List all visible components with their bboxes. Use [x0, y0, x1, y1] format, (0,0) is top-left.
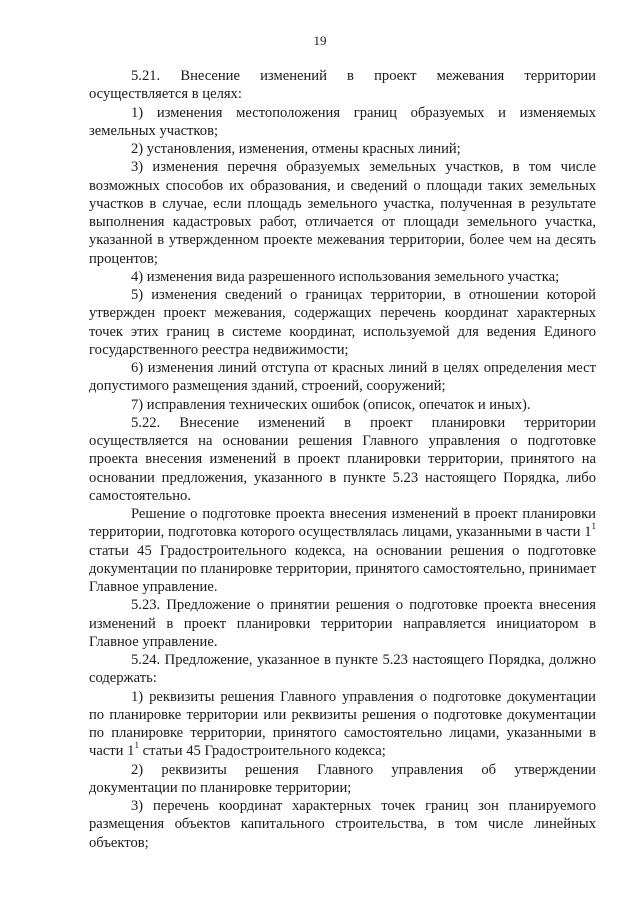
paragraph-5-21-item-4: 4) изменения вида разрешенного использования земельного участка; — [131, 268, 560, 285]
paragraph-5-21: 5.21. Внесение изменений в проект межевания территории осуществляется в целях: — [89, 68, 596, 103]
page-number: 19 — [313, 33, 327, 48]
paragraph-5-21-item-3: 3) изменения перечня образуемых земельных участков, в том числе возможных способов их образования, и сведений о площади таких земельных участков в случае, если площадь земельного участка, полученная в результате выполнения кадастровых работ, отличается от площади земельного участка, указанной в утвержденном проекте межевания территории, более чем на десять процентов; — [89, 159, 596, 267]
paragraph-5-24: 5.24. Предложение, указанное в пункте 5.23 настоящего Порядка, должно содержать: — [89, 652, 596, 687]
paragraph-5-24-item-3: 3) перечень координат характерных точек границ зон планируемого размещения объектов капитального строительства, в том числе линейных объектов; — [89, 798, 596, 851]
item1-text-end: статьи 45 Градостроительного кодекса; — [138, 743, 386, 760]
decision-text-start: Решение о подготовке проекта внесения изменений в проект планировки территории, подготовка которого осуществлялась лицами, указанными в части 1 — [89, 506, 596, 541]
paragraph-5-23: 5.23. Предложение о принятии решения о подготовке проекта внесения изменений в проект планировки территории направляется инициатором в Главное управление. — [89, 597, 596, 650]
paragraph-5-21-item-1: 1) изменения местоположения границ образуемых и изменяемых земельных участков; — [89, 104, 596, 139]
paragraph-5-21-item-6: 6) изменения линий отступа от красных линий в целях определения мест допустимого размещения зданий, строений, сооружений; — [89, 360, 596, 395]
decision-superscript: 1 — [591, 521, 596, 532]
paragraph-5-24-item-2: 2) реквизиты решения Главного управления об утверждении документации по планировке территории; — [89, 761, 596, 796]
paragraph-5-24-item-1 — [89, 688, 596, 761]
paragraph-5-21-item-7: 7) исправления технических ошибок (описок, опечаток и иных). — [131, 396, 531, 413]
decision-text-end: статьи 45 Градостроительного кодекса, на основании решения о подготовке документации по планировке территории, принятого самостоятельно, принимает Главное управление. — [89, 542, 596, 595]
paragraph-5-21-item-5: 5) изменения сведений о границах территории, в отношении которой утвержден проект межевания, содержащих перечень координат характерных точек этих границ в системе координат, используемой для ведения Единого государственного реестра недвижимости; — [89, 287, 596, 358]
item1-superscript: 1 — [134, 740, 139, 751]
paragraph-5-21-item-2: 2) установления, изменения, отмены красных линий; — [131, 141, 461, 157]
paragraph-decision — [89, 505, 596, 596]
item1-text-start: 1) реквизиты решения Главного управления о подготовке документации по планировке территории или реквизиты решения о подготовке документации по планировке территории, принятого самостоятельно лицами, указанными в части 1 — [89, 688, 596, 760]
document-body — [89, 67, 596, 852]
paragraph-5-22: 5.22. Внесение изменений в проект планировки территории осуществляется на основании решения Главного управления о подготовке проекта внесения изменений в проект планировки территории, принятого на основании предложения, указанного в пункте 5.23 настоящего Порядка, либо самостоятельно. — [89, 414, 596, 504]
